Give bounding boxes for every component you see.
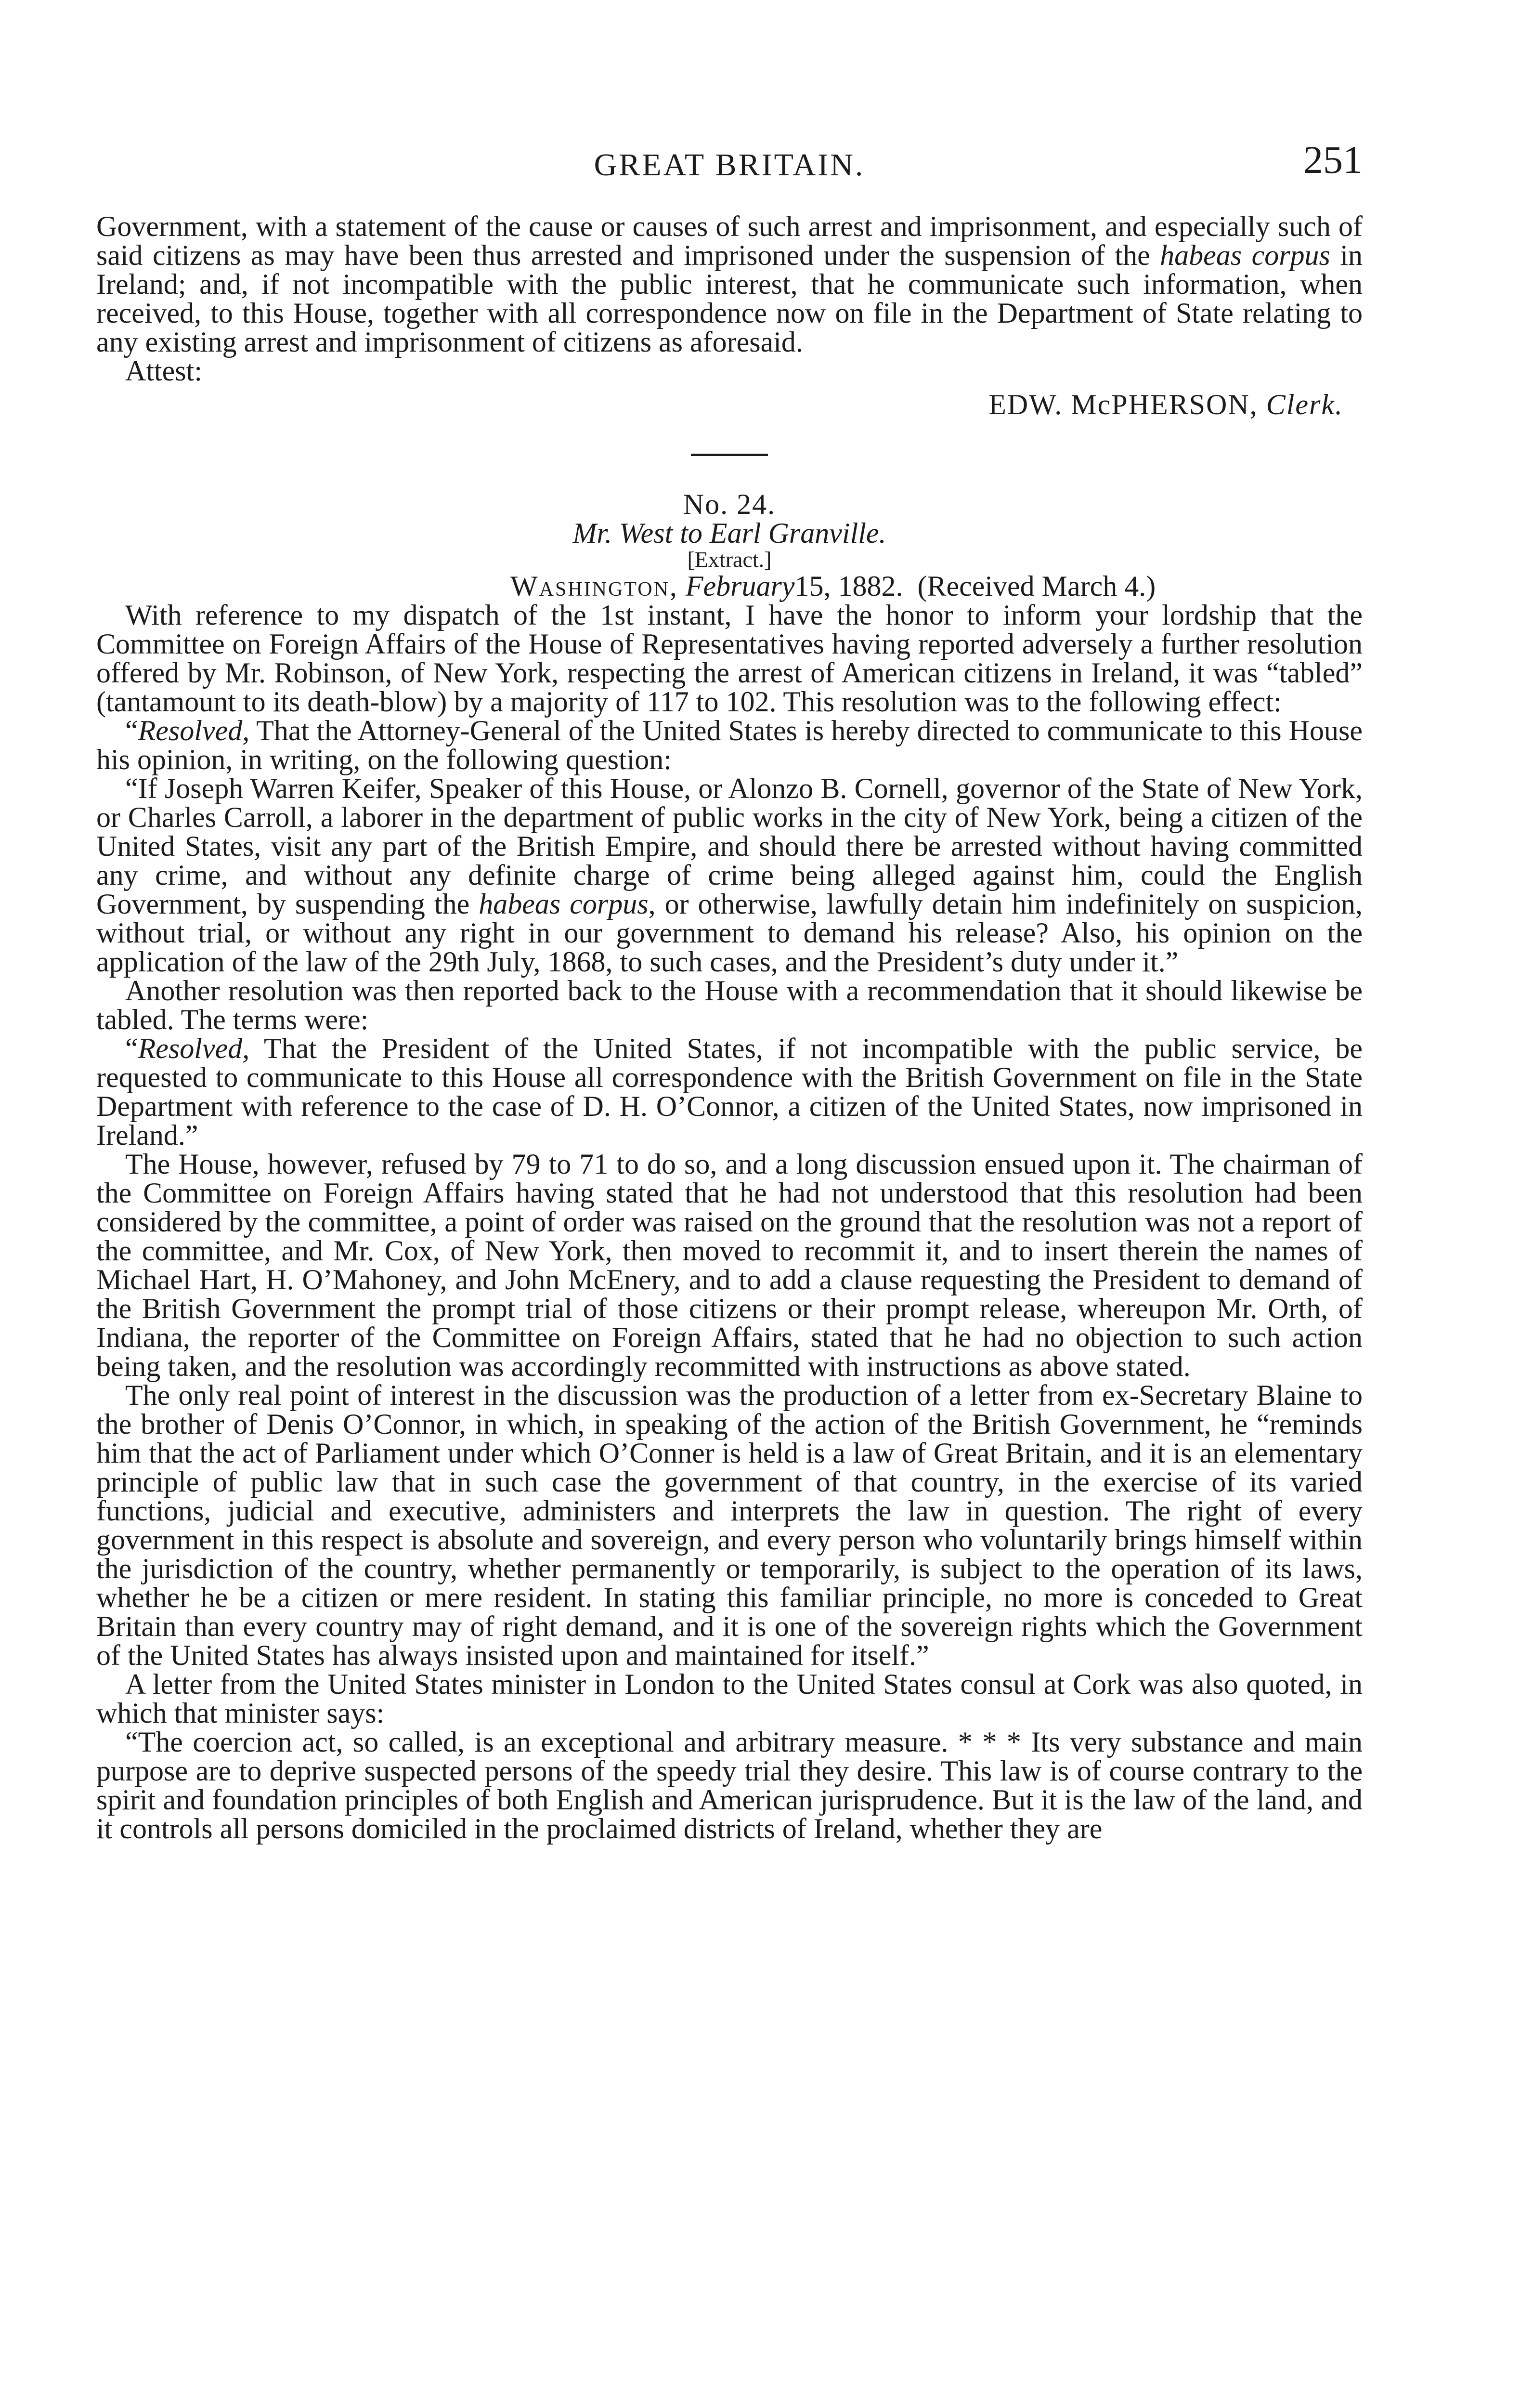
document-number: No. 24. xyxy=(683,488,776,520)
resolved-label: Resolved, xyxy=(138,1033,250,1064)
resolved-label: Resolved, xyxy=(138,715,250,746)
paragraph-1: With reference to my dispatch of the 1st instant, I have the honor to inform your lordship that the Committee on Foreign Affairs of the House of Representatives having reported adversely a further resolution offered by Mr. Robinson, of New York, respecting the arrest of American citizens in Ireland, it was “tabled” (tantamount to its death-blow) by a majority of 117 to 102. This resolution was to the following effect: xyxy=(96,599,1363,718)
paragraph-3 xyxy=(96,774,1363,976)
dateline xyxy=(96,572,1363,601)
continuation-text-start: Government, with a statement of the cause or causes of such arrest and imprisonment, and especially such of said citizens as may have been thus arrested and imprisoned under the suspension of the xyxy=(96,210,1363,271)
question-italic: habeas corpus xyxy=(479,888,649,920)
quote-open: “ xyxy=(125,715,138,746)
page-number: 251 xyxy=(1303,138,1363,182)
question-text-start: “If Joseph Warren Keifer, Speaker of this House, or Alonzo B. Cornell, governor of the State of New York, or Charles Carroll, a laborer in the department of public works in the city of New York, being a citizen of the United States, visit any part of the British Empire, and should there be arrested without having committed any crime, and without any definite charge of crime being alleged against him, could the English Government, by suspending the xyxy=(96,772,1363,920)
clerk-signature xyxy=(96,385,1363,424)
page-header xyxy=(96,137,1363,185)
attest-label: Attest: xyxy=(125,355,202,387)
signature-name: EDW. McPHERSON, xyxy=(988,389,1258,420)
dateline-place: Washington, xyxy=(510,570,678,602)
paragraph-9: “The coercion act, so called, is an exceptional and arbitrary measure. * * * Its very substance and main purpose are to deprive suspected persons of the speedy trial they desire. This law is of course contrary to the spirit and foundation principles of both English and American jurisprudence. But it is the law of the land, and it controls all persons domiciled in the proclaimed districts of Ireland, whether they are xyxy=(96,1726,1363,1845)
paragraph-7: The only real point of interest in the discussion was the production of a letter from ex-Secretary Blaine to the brother of Denis O’Connor, in which, in speaking of the action of the British Government, he “reminds him that the act of Parliament under which O’Conner is held is a law of Great Britain, and it is an elementary principle of public law that in such case the government of that country, in the exercise of its varied functions, judicial and executive, administers and interprets the law in question. The right of every government in this respect is absolute and sovereign, and every person who voluntarily brings himself within the jurisdiction of the country, whether permanently or temporarily, is subject to the operation of its laws, whether he be a citizen or mere resident. In stating this familiar principle, no more is conceded to Great Britain than every country may of right demand, and it is one of the sovereign rights which the Government of the United States has always insisted upon and maintained for itself.” xyxy=(96,1379,1363,1671)
continuation-paragraph xyxy=(96,212,1363,356)
paragraph-6: The House, however, refused by 79 to 71 to do so, and a long discussion ensued upon it. The chairman of the Committee on Foreign Affairs having stated that he had not understood that this resolution had been considered by the committee, a point of order was raised on the ground that the resolution was not a report of the committee, and Mr. Cox, of New York, then moved to recommit it, and to insert therein the names of Michael Hart, H. O’Mahoney, and John McEnery, and to add a clause requesting the President to demand of the British Government the prompt trial of those citizens or their prompt release, whereupon Mr. Orth, of Indiana, the reporter of the Committee on Foreign Affairs, stated that he had no objection to such action being taken, and the resolution was accordingly recommitted with instructions as above stated. xyxy=(96,1148,1363,1382)
paragraph-4: Another resolution was then reported back to the House with a recommendation that it should likewise be tabled. The terms were: xyxy=(96,975,1363,1035)
resolution-text: That the Attorney-General of the United States is hereby directed to communicate to this House his opinion, in writing, on the following question: xyxy=(96,715,1363,775)
section-divider xyxy=(691,454,768,456)
continuation-text-end: in Ireland; and, if not incompatible with the public interest, that he communicate such information, when received, to this House, together with all correspondence now on file in the Department of State relating to any existing arrest and imprisonment of citizens as aforesaid. xyxy=(96,239,1363,358)
paragraph-5 xyxy=(96,1034,1363,1150)
resolution-text: That the President of the United States, if not incompatible with the public service, be requested to communicate to this House all correspondence with the British Government on file in the State Department with reference to the case of D. H. O’Connor, a citizen of the United States, now imprisoned in Ireland.” xyxy=(96,1033,1363,1151)
document-title: Mr. West to Earl Granville. xyxy=(572,517,886,549)
signature-title: Clerk. xyxy=(1266,389,1343,420)
received-note: (Received March 4.) xyxy=(917,570,1156,602)
continuation-italic: habeas corpus xyxy=(1160,239,1330,271)
page-body xyxy=(96,212,1363,1843)
dateline-month: February xyxy=(685,570,795,602)
quote-open: “ xyxy=(125,1033,138,1064)
running-head: GREAT BRITAIN. xyxy=(594,147,865,183)
dateline-day-year: 15, 1882. xyxy=(794,570,903,602)
question-text-end: , or otherwise, lawfully detain him indefinitely on suspicion, without trial, or without any right in our government to demand his release? Also, his opinion on the application of the law of the 29th July, 1868, to such cases, and the President’s duty under it.” xyxy=(96,888,1363,978)
paragraph-2 xyxy=(96,716,1363,774)
extract-note: [Extract.] xyxy=(687,547,772,572)
paragraph-8: A letter from the United States minister in London to the United States consul at Cork was also quoted, in which that minister says: xyxy=(96,1668,1363,1729)
